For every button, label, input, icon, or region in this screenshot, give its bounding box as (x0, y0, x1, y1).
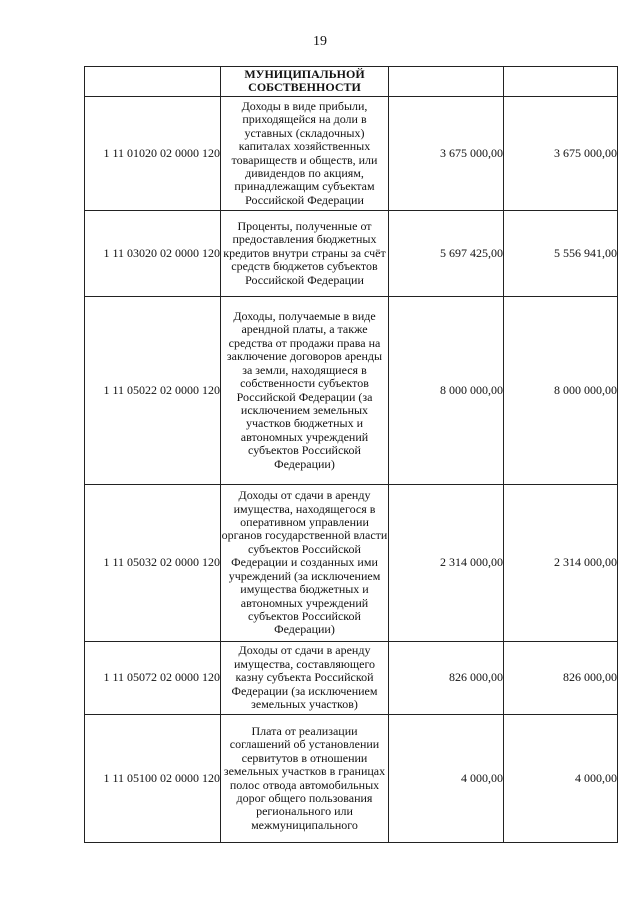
budget-code-cell: 1 11 05032 02 0000 120 (85, 485, 221, 642)
revenue-table (84, 66, 618, 843)
revenue-name-text: Плата от реализации соглашений об установлении сервитутов в отношении земельных участков в границах полос отвода автомобильных дорог общего пользования регионального или межмуниципального (223, 723, 386, 832)
value2-cell: 2 314 000,00 (504, 485, 618, 642)
revenue-name-cell (221, 642, 389, 715)
value1-cell: 3 675 000,00 (389, 97, 504, 211)
table-row (85, 642, 618, 715)
budget-code-cell: 1 11 05022 02 0000 120 (85, 297, 221, 485)
revenue-name-text: Доходы в виде прибыли, приходящейся на доли в уставных (складочных) капиталах хозяйственных товариществ и обществ, или дивидендов по акциям, принадлежащим субъектам Российской Федерации (231, 98, 378, 207)
value2-cell: 4 000,00 (504, 715, 618, 843)
budget-code-cell: 1 11 03020 02 0000 120 (85, 211, 221, 297)
revenue-name-text: Доходы, получаемые в виде арендной платы, а также средства от продажи права на заключение договоров аренды за земли, находящиеся в собственности субъектов Российской Федерации (за исключением земельных участков бюджетных и автономных учреждений субъектов Российской Федерации) (226, 309, 383, 471)
revenue-name-text: Доходы от сдачи в аренду имущества, составляющего казну субъекта Российской Федерации (за исключением земельных участков) (231, 643, 378, 712)
code-cell-empty (85, 67, 221, 97)
budget-code-cell: 1 11 05100 02 0000 120 (85, 715, 221, 843)
heading-continuation-cell (221, 67, 389, 97)
budget-code-cell: 1 11 01020 02 0000 120 (85, 97, 221, 211)
revenue-name-cell (221, 297, 389, 485)
table-row-heading-continuation (85, 67, 618, 97)
value2-cell: 3 675 000,00 (504, 97, 618, 211)
table-row (85, 485, 618, 642)
value1-cell: 826 000,00 (389, 642, 504, 715)
table-row (85, 211, 618, 297)
revenue-name-cell (221, 485, 389, 642)
value1-cell-empty (389, 67, 504, 97)
revenue-name-cell (221, 715, 389, 843)
revenue-name-text: Проценты, полученные от предоставления бюджетных кредитов внутри страны за счёт средств бюджетов субъектов Российской Федерации (223, 218, 386, 287)
heading-continuation-text: МУНИЦИПАЛЬНОЙ СОБСТВЕННОСТИ (244, 67, 365, 94)
value2-cell: 5 556 941,00 (504, 211, 618, 297)
budget-code-cell: 1 11 05072 02 0000 120 (85, 642, 221, 715)
value1-cell: 8 000 000,00 (389, 297, 504, 485)
table-row (85, 715, 618, 843)
value1-cell: 2 314 000,00 (389, 485, 504, 642)
revenue-name-cell (221, 211, 389, 297)
table-row (85, 97, 618, 211)
value1-cell: 5 697 425,00 (389, 211, 504, 297)
value2-cell: 8 000 000,00 (504, 297, 618, 485)
page-number: 19 (313, 34, 327, 49)
revenue-name-cell (221, 97, 389, 211)
value2-cell-empty (504, 67, 618, 97)
value1-cell: 4 000,00 (389, 715, 504, 843)
table-row (85, 297, 618, 485)
revenue-name-text: Доходы от сдачи в аренду имущества, находящегося в оперативном управлении органов государственной власти субъектов Российской Федерации и созданных ими учреждений (за исключением имущества бюджетных и автономных учреждений субъектов Российской Федерации) (221, 488, 388, 637)
value2-cell: 826 000,00 (504, 642, 618, 715)
